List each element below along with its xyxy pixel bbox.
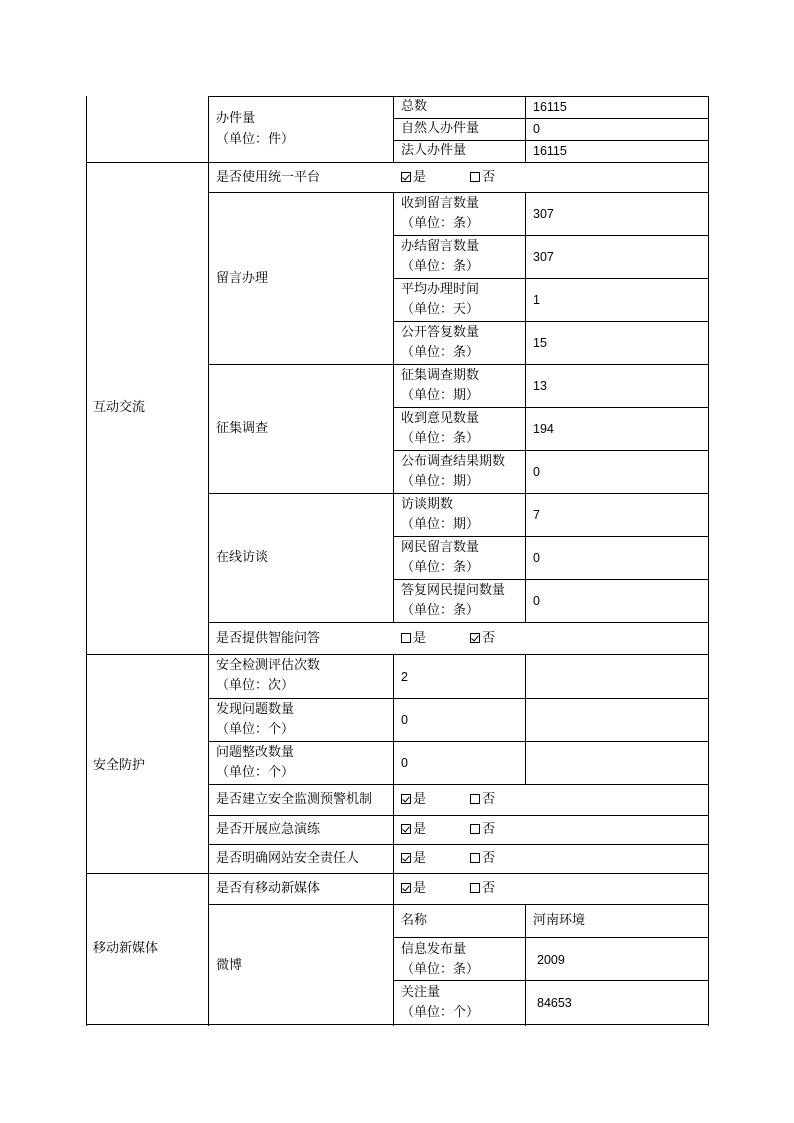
unchecked-box-icon [470, 824, 480, 834]
netizen-messages-unit: （单位：条） [401, 560, 480, 575]
survey-label: 征集调查 [216, 421, 269, 436]
unchecked-box-icon [470, 794, 480, 804]
warning-mechanism-label: 是否建立安全监测预警机制 [216, 792, 373, 807]
unified-platform-label: 是否使用统一平台 [216, 170, 321, 185]
completed-messages-unit: （单位：条） [401, 259, 480, 274]
checked-box-icon [401, 172, 411, 182]
security-officer-choice [401, 849, 495, 869]
has-mobile-media-choice [401, 879, 495, 899]
interview-periods-value: 7 [533, 508, 540, 522]
survey-periods-value: 13 [533, 379, 547, 393]
unchecked-box-icon [470, 172, 480, 182]
unified-platform-no-checkbox[interactable]: 否 [470, 168, 495, 188]
weibo-followers-label: 关注量 [401, 985, 441, 1000]
completed-messages-label: 办结留言数量 [401, 239, 480, 254]
security-section-title: 安全防护 [93, 758, 146, 773]
weibo-name-label: 名称 [401, 913, 428, 928]
netizen-messages-label: 网民留言数量 [401, 540, 480, 555]
answered-questions-label: 答复网民提问数量 [401, 583, 506, 598]
checked-box-icon [401, 883, 411, 893]
security-officer-label: 是否明确网站安全责任人 [216, 851, 360, 866]
published-results-value: 0 [533, 465, 540, 479]
issues-fixed-value: 0 [401, 756, 408, 770]
emergency-drill-yes-checkbox[interactable]: 是 [401, 820, 426, 840]
warning-mechanism-no-checkbox[interactable]: 否 [470, 790, 495, 810]
issues-found-label: 发现问题数量 [216, 702, 295, 717]
public-replies-label: 公开答复数量 [401, 325, 480, 340]
published-results-label: 公布调查结果期数 [401, 454, 506, 469]
weibo-label: 微博 [216, 958, 243, 973]
answered-questions-unit: （单位：条） [401, 603, 480, 618]
security-officer-no-checkbox[interactable]: 否 [470, 849, 495, 869]
unchecked-box-icon [470, 853, 480, 863]
legal-person-value: 16115 [533, 144, 567, 158]
received-messages-value: 307 [533, 207, 554, 221]
unified-platform-choice [401, 168, 495, 188]
public-replies-unit: （单位：条） [401, 345, 480, 360]
smart-qa-label: 是否提供智能问答 [216, 631, 321, 646]
emergency-drill-no-checkbox[interactable]: 否 [470, 820, 495, 840]
warning-mechanism-yes-checkbox[interactable]: 是 [401, 790, 426, 810]
has-mobile-media-no-checkbox[interactable]: 否 [470, 879, 495, 899]
issues-fixed-label: 问题整改数量 [216, 745, 295, 760]
weibo-posts-value: 2009 [537, 953, 565, 967]
online-interview-label: 在线访谈 [216, 550, 269, 565]
interview-periods-label: 访谈期数 [401, 497, 454, 512]
has-mobile-media-yes-checkbox[interactable]: 是 [401, 879, 426, 899]
issues-fixed-unit: （单位：个） [216, 765, 295, 780]
legal-person-label: 法人办件量 [401, 143, 467, 158]
workload-label: 办件量 [216, 111, 256, 126]
survey-periods-label: 征集调查期数 [401, 368, 480, 383]
mobile-media-section-title: 移动新媒体 [93, 941, 159, 956]
smart-qa-yes-checkbox[interactable]: 是 [401, 629, 426, 649]
warning-mechanism-choice [401, 790, 495, 810]
security-assessments-value: 2 [401, 670, 408, 684]
unchecked-box-icon [470, 883, 480, 893]
received-opinions-unit: （单位：条） [401, 431, 480, 446]
avg-handling-time-value: 1 [533, 293, 540, 307]
answered-questions-value: 0 [533, 594, 540, 608]
issues-found-value: 0 [401, 713, 408, 727]
security-officer-yes-checkbox[interactable]: 是 [401, 849, 426, 869]
survey-periods-unit: （单位：期） [401, 388, 480, 403]
checked-box-icon [401, 853, 411, 863]
netizen-messages-value: 0 [533, 551, 540, 565]
message-handling-label: 留言办理 [216, 271, 269, 286]
checked-box-icon [401, 824, 411, 834]
issues-found-unit: （单位：个） [216, 722, 295, 737]
avg-handling-time-unit: （单位：天） [401, 302, 480, 317]
public-replies-value: 15 [533, 336, 547, 350]
checked-box-icon [470, 633, 480, 643]
received-opinions-label: 收到意见数量 [401, 411, 480, 426]
received-messages-unit: （单位：条） [401, 216, 480, 231]
has-mobile-media-label: 是否有移动新媒体 [216, 881, 321, 896]
security-assessments-unit: （单位：次） [216, 678, 295, 693]
total-label: 总数 [401, 99, 428, 114]
workload-unit: （单位：件） [216, 132, 295, 147]
unified-platform-yes-checkbox[interactable]: 是 [401, 168, 426, 188]
unchecked-box-icon [401, 633, 411, 643]
interview-periods-unit: （单位：期） [401, 517, 480, 532]
published-results-unit: （单位：期） [401, 474, 480, 489]
avg-handling-time-label: 平均办理时间 [401, 282, 480, 297]
received-opinions-value: 194 [533, 422, 554, 436]
smart-qa-choice [401, 629, 495, 649]
weibo-posts-unit: （单位：条） [401, 962, 480, 977]
total-value: 16115 [533, 100, 567, 114]
weibo-followers-value: 84653 [537, 996, 572, 1010]
completed-messages-value: 307 [533, 250, 554, 264]
natural-person-value: 0 [533, 122, 540, 136]
weibo-followers-unit: （单位：个） [401, 1005, 480, 1020]
weibo-name-value: 河南环境 [533, 913, 586, 928]
security-assessments-label: 安全检测评估次数 [216, 658, 321, 673]
received-messages-label: 收到留言数量 [401, 196, 480, 211]
checked-box-icon [401, 794, 411, 804]
weibo-posts-label: 信息发布量 [401, 942, 467, 957]
emergency-drill-choice [401, 820, 495, 840]
emergency-drill-label: 是否开展应急演练 [216, 822, 321, 837]
natural-person-label: 自然人办件量 [401, 121, 480, 136]
smart-qa-no-checkbox[interactable]: 否 [470, 629, 495, 649]
interaction-section-title: 互动交流 [93, 400, 146, 415]
